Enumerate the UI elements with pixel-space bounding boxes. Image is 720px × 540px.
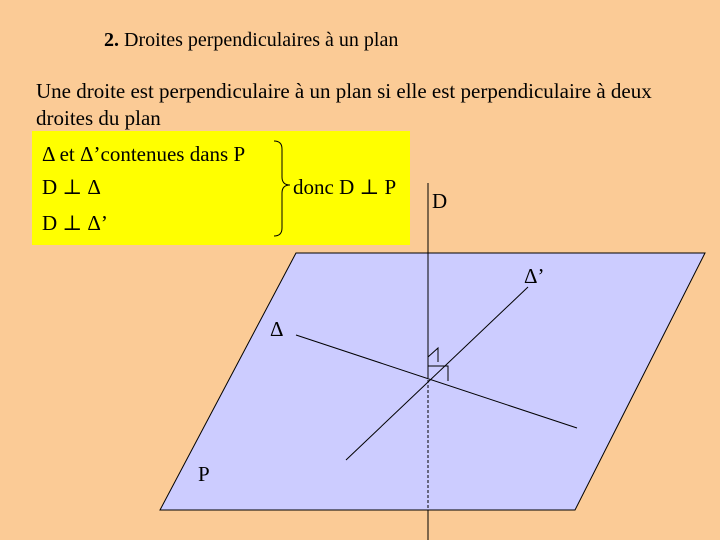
definition-text: Une droite est perpendiculaire à un plan si elle est perpendiculaire à deux droites du plan [36, 79, 652, 130]
label-delta-prime: Δ’ [524, 264, 545, 288]
plane-p [160, 253, 705, 510]
conclusion-text: donc D ⊥ P [293, 175, 397, 199]
title-text: Droites perpendiculaires à un plan [119, 29, 399, 51]
hypothesis-line-2: D ⊥ Δ [42, 175, 101, 199]
label-p: P [198, 462, 210, 486]
hypothesis-line-1: Δ et Δ’contenues dans P [42, 142, 246, 166]
hypothesis-line-3: D ⊥ Δ’ [42, 211, 108, 235]
label-delta: Δ [270, 317, 284, 341]
label-d: D [432, 189, 448, 213]
section-number: 2. [104, 29, 119, 51]
